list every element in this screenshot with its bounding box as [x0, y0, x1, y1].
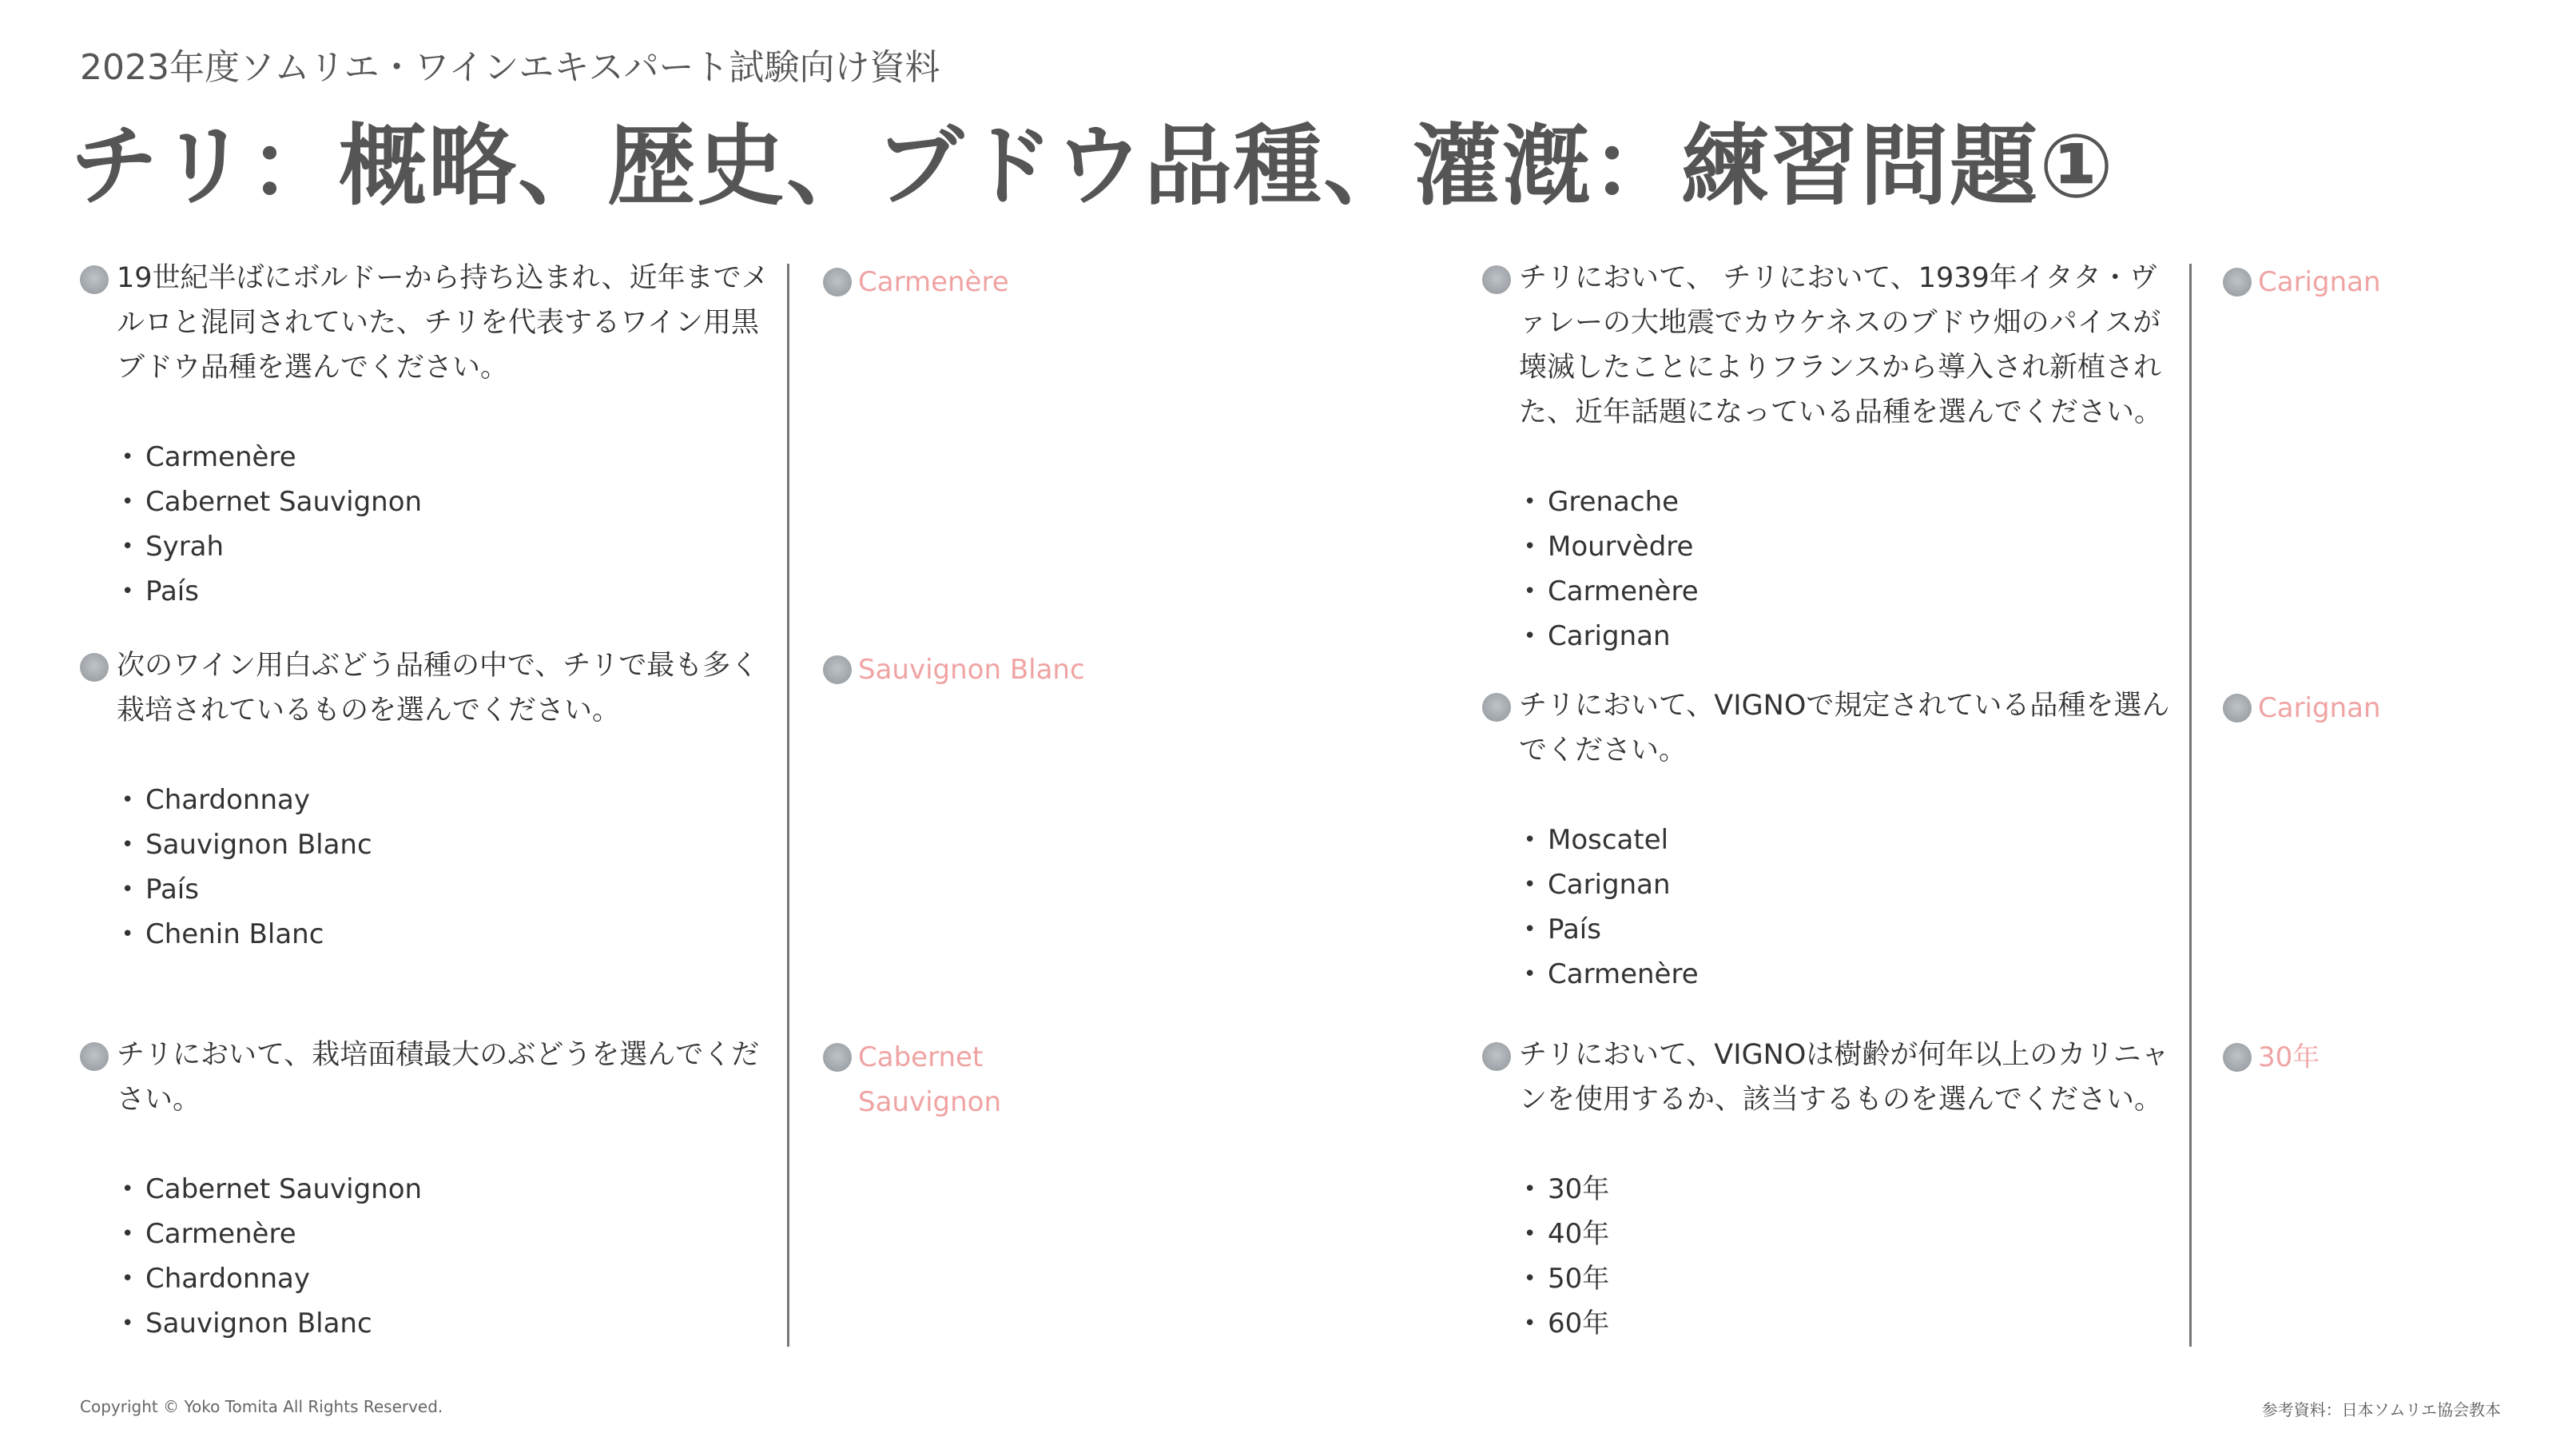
- option-list: [1482, 1167, 2177, 1346]
- answer-6: [2223, 1035, 2320, 1080]
- question-text: チリにおいて、栽培面積最大のぶどうを選んでください。: [117, 1039, 760, 1116]
- option-item: • 60年: [1524, 1301, 2177, 1346]
- option-item: • Chenin Blanc: [121, 912, 775, 957]
- question-3: [80, 1033, 775, 1346]
- option-list: [80, 435, 775, 614]
- option-item: • Cabernet Sauvignon: [121, 1167, 775, 1212]
- answer-text: Carignan: [2258, 692, 2381, 724]
- option-item: • 40年: [1524, 1212, 2177, 1256]
- answer-text: 30年: [2258, 1041, 2320, 1073]
- reference-note: 参考資料：日本ソムリエ協会教本: [2261, 1400, 2501, 1419]
- question-text: 19世紀半ばにボルドーから持ち込まれ、近年までメルロと混同されていた、チリを代表するワイン用黒ブドウ品種を選んでください。: [117, 262, 769, 384]
- answer-marker-icon: [2223, 268, 2252, 297]
- option-item: • Grenache: [1524, 480, 2177, 524]
- answer-marker-icon: [2223, 694, 2252, 722]
- document-subtitle: 2023年度ソムリエ・ワインエキスパート試験向け資料: [80, 47, 940, 88]
- option-item: • Moscatel: [1524, 818, 2177, 862]
- option-item: • País: [121, 569, 775, 614]
- option-item: • Carignan: [1524, 614, 2177, 659]
- question-marker-icon: [80, 265, 109, 294]
- option-item: • 50年: [1524, 1256, 2177, 1301]
- option-item: • Carignan: [1524, 862, 2177, 907]
- question-text: チリにおいて、VIGNOは樹齢が何年以上のカリニャンを使用するか、該当するものを選んでください。: [1519, 1039, 2169, 1116]
- answer-5: [2223, 686, 2381, 730]
- option-item: • Carmenère: [1524, 569, 2177, 614]
- column-divider-right: [2189, 264, 2192, 1347]
- question-2: [80, 643, 775, 957]
- answer-marker-icon: [823, 655, 852, 684]
- question-4: [1482, 256, 2177, 659]
- option-item: • País: [1524, 907, 2177, 952]
- question-6: [1482, 1033, 2177, 1346]
- option-item: • Chardonnay: [121, 1256, 775, 1301]
- question-marker-icon: [1482, 1042, 1511, 1071]
- option-list: [80, 778, 775, 957]
- question-marker-icon: [1482, 693, 1511, 722]
- answer-text: Sauvignon Blanc: [858, 654, 1085, 686]
- question-text: チリにおいて、 チリにおいて、1939年イタタ・ヴァレーの大地震でカウケネスのブドウ畑のパイスが壊滅したことによりフランスから導入され新植された、近年話題になっている品種を選んでください。: [1519, 262, 2163, 428]
- answer-marker-icon: [2223, 1043, 2252, 1072]
- option-list: [1482, 818, 2177, 997]
- option-item: • Sauvignon Blanc: [121, 1301, 775, 1346]
- option-item: • Syrah: [121, 524, 775, 569]
- option-list: [1482, 480, 2177, 659]
- page-title: チリ：概略、歴史、ブドウ品種、灌漑：練習問題①: [70, 115, 2116, 217]
- option-item: • Carmenère: [121, 1212, 775, 1256]
- option-item: • Mourvèdre: [1524, 524, 2177, 569]
- question-1: [80, 256, 775, 614]
- option-item: • Cabernet Sauvignon: [121, 480, 775, 524]
- option-item: • Chardonnay: [121, 778, 775, 822]
- answer-2: [823, 647, 1085, 692]
- question-marker-icon: [80, 1042, 109, 1071]
- answer-1: [823, 260, 1009, 305]
- option-item: • 30年: [1524, 1167, 2177, 1212]
- option-item: • País: [121, 867, 775, 912]
- question-marker-icon: [80, 653, 109, 682]
- copyright-notice: Copyright © Yoko Tomita All Rights Reserved.: [80, 1397, 443, 1416]
- option-item: • Carmenère: [1524, 952, 2177, 997]
- answer-3: [823, 1035, 1002, 1125]
- question-5: [1482, 683, 2177, 997]
- answer-text: Carignan: [2258, 266, 2381, 298]
- answer-text: Carmenère: [858, 266, 1009, 298]
- option-list: [80, 1167, 775, 1346]
- question-text: チリにおいて、VIGNOで規定されている品種を選んでください。: [1519, 690, 2170, 766]
- option-item: • Carmenère: [121, 435, 775, 480]
- answer-marker-icon: [823, 268, 852, 297]
- column-divider-left: [787, 264, 789, 1347]
- answer-4: [2223, 260, 2381, 305]
- option-item: • Sauvignon Blanc: [121, 822, 775, 867]
- answer-text: Cabernet Sauvignon: [858, 1041, 1002, 1118]
- question-marker-icon: [1482, 265, 1511, 294]
- question-text: 次のワイン用白ぶどう品種の中で、チリで最も多く栽培されているものを選んでください。: [117, 650, 759, 726]
- answer-marker-icon: [823, 1043, 852, 1072]
